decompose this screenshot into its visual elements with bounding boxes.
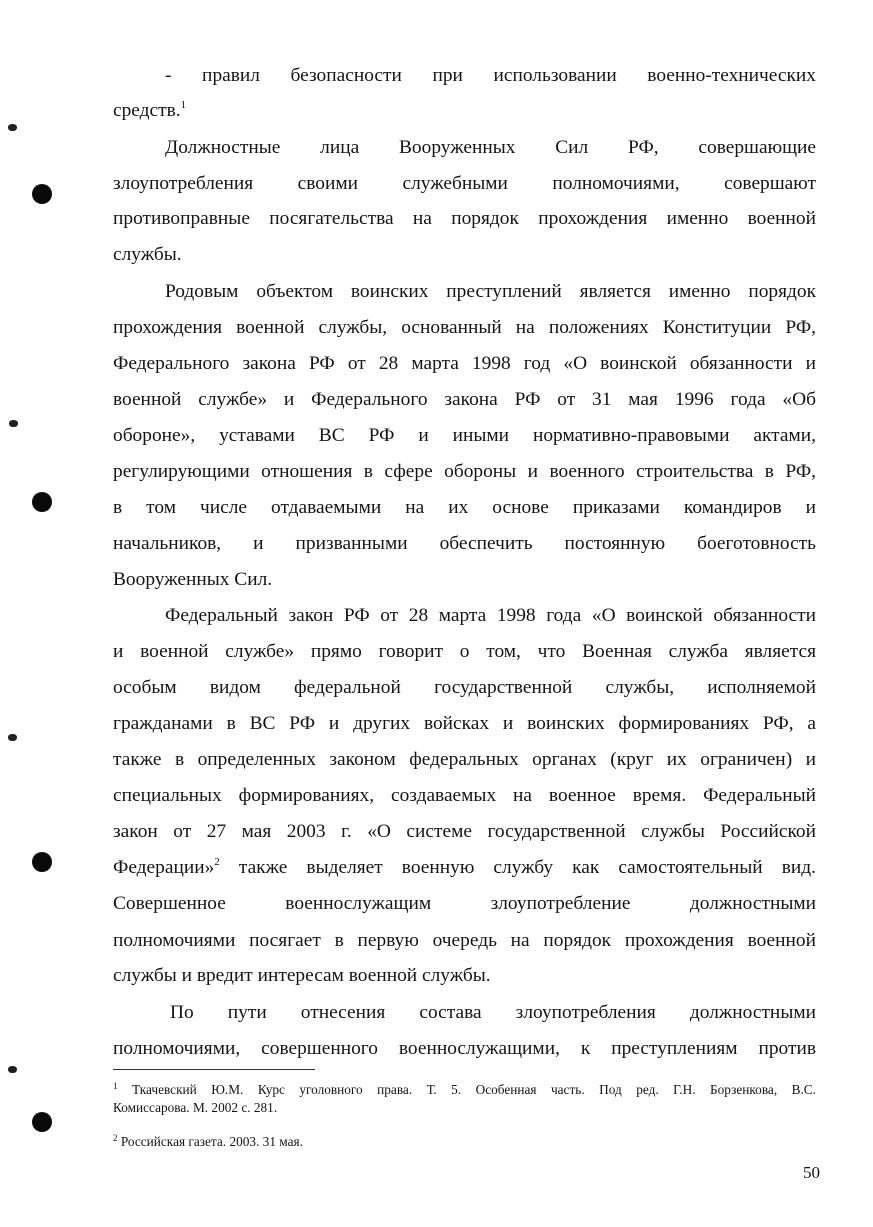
binder-speck <box>8 734 17 741</box>
text-line: Федерации»$^2$ также выделяет военную службу как самостоятельный вид. <box>113 857 816 878</box>
page-number: 50 <box>803 1163 820 1182</box>
text-line: Должностные лица Вооруженных Сил РФ, совершающие <box>165 137 816 158</box>
binder-speck <box>8 1066 17 1073</box>
text-line: начальников, и призванными обеспечить постоянную боеготовность <box>113 533 816 554</box>
text-line: также в определенных законом федеральных органах (круг их ограничен) и <box>113 749 816 770</box>
text-line: обороне», уставами ВС РФ и иными нормативно-правовыми актами, <box>113 425 816 446</box>
binder-speck <box>9 420 18 427</box>
text-line: злоупотребления своими служебными полномочиями, совершают <box>113 173 816 194</box>
binder-hole <box>32 1112 52 1132</box>
text-line: в том числе отдаваемыми на их основе приказами командиров и <box>113 497 816 518</box>
text-line: регулирующими отношения в сфере обороны и военного строительства в РФ, <box>113 461 816 482</box>
text-line: гражданами в ВС РФ и других войсках и воинских формированиях РФ, а <box>113 713 816 734</box>
footnote-ref: 2 <box>214 857 220 868</box>
text-line: службы и вредит интересам военной службы. <box>113 965 491 986</box>
text-line: специальных формированиях, создаваемых на военное время. Федеральный <box>113 785 816 806</box>
text-line: военной службе» и Федерального закона РФ от 31 мая 1996 года «Об <box>113 389 816 410</box>
text-line: Вооруженных Сил. <box>113 569 273 590</box>
text-line: противоправные посягательства на порядок прохождения именно военной <box>113 208 816 229</box>
footnote-mark: 1 <box>113 1082 118 1091</box>
text-line: Родовым объектом воинских преступлений является именно порядок <box>165 281 816 302</box>
footnote-mark: 2 <box>113 1134 118 1143</box>
binder-hole <box>32 852 52 872</box>
text-line: средств.$^1$ <box>113 100 187 121</box>
text-line: По пути отнесения состава злоупотребления должностными <box>170 1002 816 1023</box>
footnote: Комиссарова. М. 2002 с. 281. <box>113 1100 278 1115</box>
text-line: полномочиями, совершенного военнослужащими, к преступлениям против <box>113 1038 816 1059</box>
text-line: и военной службе» прямо говорит о том, что Военная служба является <box>113 641 816 662</box>
footnote: $^2$ Российская газета. 2003. 31 мая. <box>113 1134 303 1149</box>
text-line: Федерального закона РФ от 28 марта 1998 год «О воинской обязанности и <box>113 353 816 374</box>
text-line: Федеральный закон РФ от 28 марта 1998 года «О воинской обязанности <box>165 605 816 626</box>
footnote-ref: 1 <box>180 100 187 111</box>
text-line: полномочиями посягает в первую очередь на порядок прохождения военной <box>113 930 816 951</box>
text-line: прохождения военной службы, основанный на положениях Конституции РФ, <box>113 317 816 338</box>
text-line: особым видом федеральной государственной службы, исполняемой <box>113 677 816 698</box>
text-line: Совершенное военнослужащим злоупотребление должностными <box>113 893 816 914</box>
text-line: - правил безопасности при использовании военно-технических <box>165 65 816 86</box>
binder-hole <box>32 184 52 204</box>
text-line: закон от 27 мая 2003 г. «О системе государственной службы Российской <box>113 821 816 842</box>
binder-speck <box>8 124 17 131</box>
text-line: службы. <box>113 244 182 265</box>
footnote: $^1$ Ткачевский Ю.М. Курс уголовного права. Т. 5. Особенная часть. Под ред. Г.Н. Борзенкова, В.С. <box>113 1082 816 1097</box>
binder-hole <box>32 492 52 512</box>
footnote-separator <box>113 1069 315 1070</box>
